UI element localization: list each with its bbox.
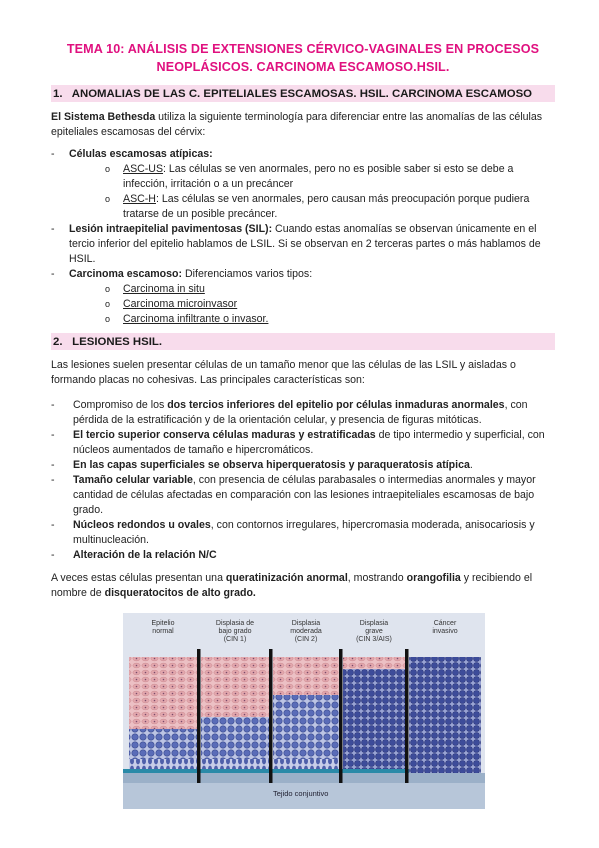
section1-heading-text: ANOMALIAS DE LAS C. EPITELIALES ESCAMOSAS. HSIL. CARCINOMA ESCAMOSO [71, 87, 533, 100]
list-item: - Compromiso de los dos tercios inferiores del epitelio por células inmaduras anormales, con pérdida de la estratificación y de la orientación celular, y presencia de figuras mitóticas. [51, 398, 555, 428]
section2-heading [51, 333, 555, 350]
section2-number: 2. [53, 335, 63, 348]
list-item: o ASC-H: Las células se ven anormales, pero causan más preocupación porque pudiera tratarse de un posible precáncer. [105, 192, 555, 222]
list-item: - El tercio superior conserva células maduras y estratificadas de tipo intermedio y superficial, con núcleos aumentados de tamaño e hipercromáticos. [51, 428, 555, 458]
svg-text:(CIN 2): (CIN 2) [294, 636, 318, 644]
section1-intro: El Sistema Bethesda utiliza la siguiente terminología para diferenciar entre las anomalías de las células epiteliales escamosas del cérvix: [51, 110, 543, 138]
svg-text:(CIN 3/AIS): (CIN 3/AIS) [356, 636, 392, 644]
svg-text:normal: normal [152, 628, 174, 636]
list-item: - Lesión intraepitelial pavimentosas (SIL): Cuando estas anomalías se observan únicamente en el tercio inferior del epitelio hablamos de LSIL. Si se observan en 2 terceras partes o más hablamos de HSIL. [51, 222, 555, 267]
section1-heading [51, 85, 555, 102]
col1-label: Epitelio [151, 620, 175, 628]
list-item: - Tamaño celular variable, con presencia de células parabasales o intermedias anormales y mayor cantidad de células afectadas en comparación con las lesiones intraepiteliales escamosas de bajo grado. [51, 473, 555, 518]
item-label: Células escamosas atípicas: [69, 147, 213, 160]
section1-number: 1. [53, 87, 63, 100]
list-item: - En las capas superficiales se observa hiperqueratosis y paraqueratosis atípica. [51, 458, 555, 473]
list-item: - Carcinoma escamoso: Diferenciamos varios tipos: o Carcinoma in situ o Carcinoma microinvasor o Carcinoma infiltrante o invasor. [51, 267, 555, 327]
col2-label: Displasia de [215, 620, 255, 628]
section2-intro: Las lesiones suelen presentar células de un tamaño menor que las células de las LSIL y aisladas o formando placas no cohesivas. Las principales características son: [51, 358, 516, 386]
section2-closing: A veces estas células presentan una queratinización anormal, mostrando orangofilia y recibiendo el nombre de disqueratocitos de alto grado. [51, 572, 533, 600]
svg-text:grave: grave [365, 628, 383, 636]
epithelium-illustration [123, 613, 485, 809]
svg-text:invasivo: invasivo [432, 628, 458, 636]
base-label: Tejido conjuntivo [273, 789, 329, 799]
section2-list [51, 398, 555, 563]
epithelium-figure [123, 613, 485, 809]
section1-list [51, 147, 555, 327]
svg-text:moderada: moderada [290, 628, 322, 636]
document-title: TEMA 10: ANÁLISIS DE EXTENSIONES CÉRVICO-VAGINALES EN PROCESOS NEOPLÁSICOS. CARCINOMA ESCAMOSO.HSIL. [66, 42, 540, 75]
col4-label: Displasia [359, 620, 389, 628]
list-item: o ASC-US: Las células se ven anormales, pero no es posible saber si esto se debe a infección, irritación o a un precáncer [105, 162, 555, 192]
svg-text:(CIN 1): (CIN 1) [223, 636, 247, 644]
list-item: o Carcinoma microinvasor [105, 297, 555, 312]
list-item: - Núcleos redondos u ovales, con contornos irregulares, hipercromasia moderada, anisocariosis y multinucleación. [51, 518, 555, 548]
list-item: - Alteración de la relación N/C [51, 548, 555, 563]
section2-heading-text: LESIONES HSIL. [72, 335, 163, 348]
list-item: o Carcinoma infiltrante o invasor. [105, 312, 555, 327]
svg-text:bajo grado: bajo grado [218, 628, 252, 636]
list-item [51, 147, 555, 222]
list-item: o Carcinoma in situ [105, 282, 555, 297]
col5-label: Cáncer [433, 620, 457, 628]
col3-label: Displasia [291, 620, 321, 628]
